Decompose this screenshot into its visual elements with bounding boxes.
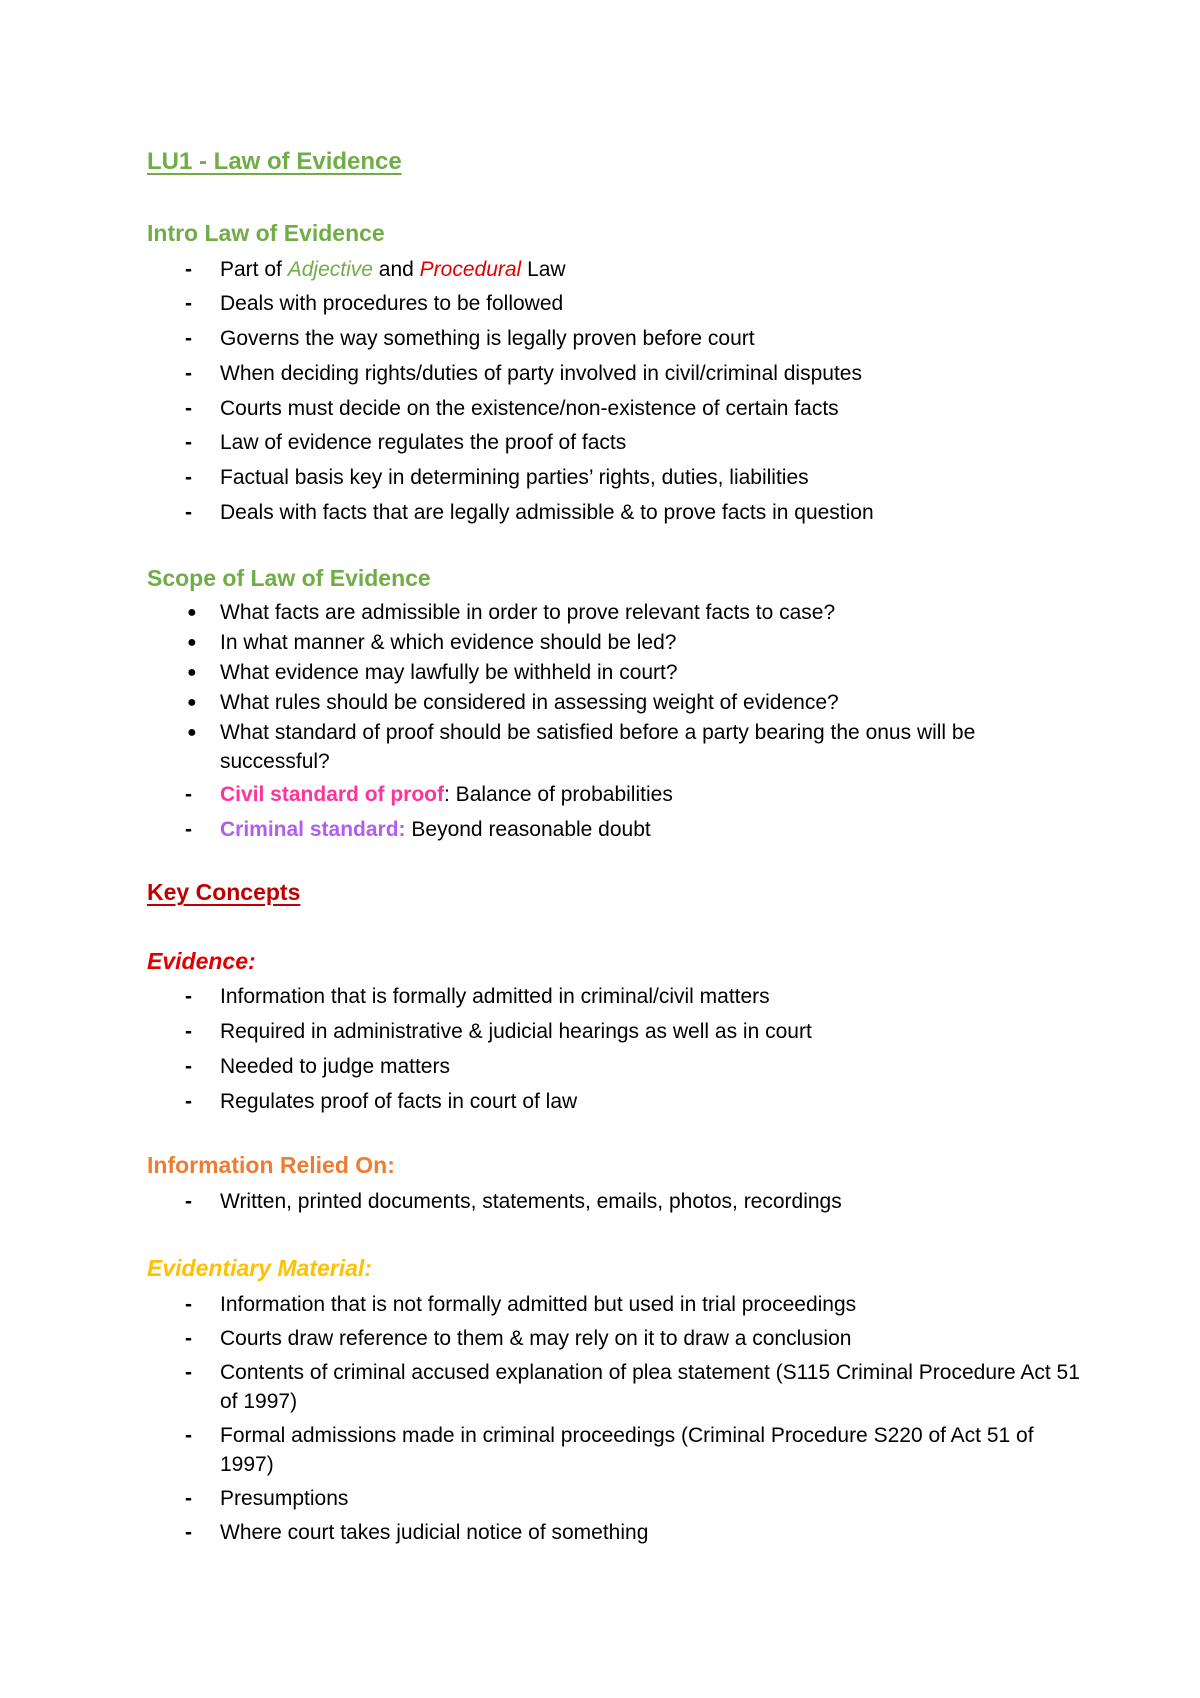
dash-marker: - (185, 258, 192, 281)
dash-marker: - (185, 1090, 192, 1113)
dash-marker: - (185, 1293, 192, 1316)
list-item: ● What evidence may lawfully be withheld in court? (185, 658, 1085, 687)
intro-list (185, 255, 1085, 527)
list-item: - Civil standard of proof: Balance of probabilities (185, 780, 1085, 809)
list-item: - Formal admissions made in criminal proceedings (Criminal Procedure S220 of Act 51 of 1997) (185, 1421, 1080, 1479)
list-item: ● In what manner & which evidence should be led? (185, 628, 1085, 657)
dash-marker: - (185, 1361, 192, 1384)
list-item: - Law of evidence regulates the proof of facts (185, 428, 1085, 457)
list-item: - Criminal standard: Beyond reasonable doubt (185, 815, 1085, 844)
list-item: - Regulates proof of facts in court of law (185, 1087, 1085, 1116)
information-relied-heading: Information Relied On: (147, 1152, 395, 1178)
dash-marker: - (185, 1020, 192, 1043)
scope-list (185, 598, 1085, 844)
list-item: - Presumptions (185, 1484, 1085, 1513)
dash-marker: - (185, 466, 192, 489)
list-item: - Written, printed documents, statements, emails, photos, recordings (185, 1187, 1085, 1216)
list-item: - Contents of criminal accused explanation of plea statement (S115 Criminal Procedure Act 51 of 1997) (185, 1358, 1080, 1416)
bullet-marker: ● (187, 664, 197, 681)
procedural-term: Procedural (419, 258, 522, 281)
list-item: - Factual basis key in determining parties’ rights, duties, liabilities (185, 463, 1085, 492)
intro-heading: Intro Law of Evidence (147, 220, 385, 246)
dash-marker: - (185, 397, 192, 420)
evidence-list (185, 982, 1085, 1116)
dash-marker: - (185, 501, 192, 524)
evidentiary-material-heading: Evidentiary Material: (147, 1255, 372, 1281)
list-item: ● What standard of proof should be satisfied before a party bearing the onus will be successful? (185, 718, 1040, 776)
dash-marker: - (185, 1487, 192, 1510)
list-item: - Information that is not formally admitted but used in trial proceedings (185, 1290, 1085, 1319)
dash-marker: - (185, 1055, 192, 1078)
list-item: - Required in administrative & judicial hearings as well as in court (185, 1017, 1085, 1046)
bullet-marker: ● (187, 604, 197, 621)
list-item: ● What facts are admissible in order to prove relevant facts to case? (185, 598, 1085, 627)
list-item: ● What rules should be considered in assessing weight of evidence? (185, 688, 1085, 717)
dash-marker: - (185, 362, 192, 385)
dash-marker: - (185, 431, 192, 454)
list-item: - When deciding rights/duties of party involved in civil/criminal disputes (185, 359, 1085, 388)
dash-marker: - (185, 1190, 192, 1213)
evidentiary-material-list (185, 1290, 1085, 1547)
list-item: - Information that is formally admitted in criminal/civil matters (185, 982, 1085, 1011)
key-concepts-heading: Key Concepts (147, 879, 301, 905)
evidence-heading: Evidence: (147, 948, 256, 974)
dash-marker: - (185, 292, 192, 315)
information-relied-list (185, 1187, 1085, 1216)
dash-marker: - (185, 1424, 192, 1447)
list-item: - Where court takes judicial notice of something (185, 1518, 1085, 1547)
dash-marker: - (185, 1521, 192, 1544)
list-item: - Needed to judge matters (185, 1052, 1085, 1081)
adjective-term: Adjective (287, 258, 373, 281)
dash-marker: - (185, 1327, 192, 1350)
list-item: - Governs the way something is legally proven before court (185, 324, 1085, 353)
dash-marker: - (185, 327, 192, 350)
bullet-marker: ● (187, 694, 197, 711)
criminal-standard-label: Criminal standard: (220, 818, 406, 841)
dash-marker: - (185, 818, 192, 841)
list-item: - Deals with facts that are legally admissible & to prove facts in question (185, 498, 1085, 527)
bullet-marker: ● (187, 634, 197, 651)
list-item: - Deals with procedures to be followed (185, 289, 1085, 318)
document-title: LU1 - Law of Evidence (147, 148, 402, 175)
civil-standard-label: Civil standard of proof (220, 783, 445, 806)
list-item: - Part of Adjective and Procedural Law (185, 255, 1085, 284)
dash-marker: - (185, 783, 192, 806)
list-item: - Courts must decide on the existence/non-existence of certain facts (185, 394, 1085, 423)
dash-marker: - (185, 985, 192, 1008)
scope-heading: Scope of Law of Evidence (147, 565, 431, 591)
list-item: - Courts draw reference to them & may rely on it to draw a conclusion (185, 1324, 1085, 1353)
bullet-marker: ● (187, 724, 197, 741)
